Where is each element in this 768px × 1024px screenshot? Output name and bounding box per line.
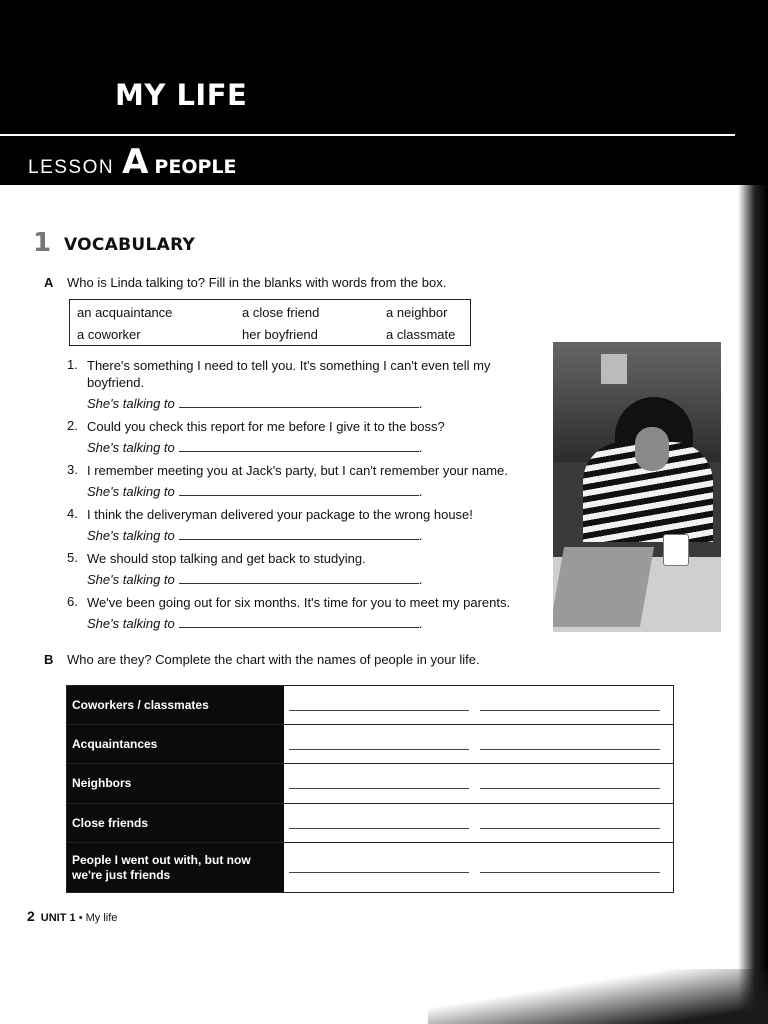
chart-blank[interactable] — [480, 788, 660, 789]
photo-laptop — [553, 547, 654, 627]
answer-period: . — [418, 528, 423, 543]
word-box-item: an acquaintance — [77, 305, 173, 320]
answer-prefix: She's talking to — [87, 396, 175, 411]
question-number: 3. — [67, 462, 78, 477]
chart-row-label: Coworkers / classmates — [67, 686, 284, 724]
chart-row — [67, 725, 673, 764]
section-number: 1 — [33, 228, 52, 258]
scan-edge-shadow — [738, 185, 768, 1024]
chart-blank[interactable] — [289, 872, 469, 873]
chart-row — [67, 764, 673, 804]
chart-row — [67, 843, 673, 892]
photo-window — [601, 354, 627, 384]
answer-blank[interactable] — [179, 440, 419, 452]
word-box-item: a neighbor — [386, 305, 448, 320]
chart-row-label: Neighbors — [67, 764, 284, 803]
lesson-name: PEOPLE — [154, 156, 237, 178]
chart-blank[interactable] — [289, 828, 469, 829]
lesson-heading — [28, 142, 237, 182]
question-text: I think the deliveryman delivered your package to the wrong house! — [87, 507, 473, 522]
answer-blank[interactable] — [179, 616, 419, 628]
answer-prefix: She's talking to — [87, 572, 175, 587]
answer-blank[interactable] — [179, 396, 419, 408]
question-text: There's something I need to tell you. It's something I can't even tell my boyfriend. — [87, 358, 491, 390]
chart-blank[interactable] — [480, 710, 660, 711]
word-box-item: a classmate — [386, 327, 456, 342]
question-number: 4. — [67, 506, 78, 521]
answer-line — [87, 572, 422, 587]
answer-line — [87, 396, 422, 411]
part-a-instruction: Who is Linda talking to? Fill in the blanks with words from the box. — [67, 275, 447, 290]
question-text: Could you check this report for me before I give it to the boss? — [87, 419, 445, 434]
woman-on-phone-photo — [553, 342, 721, 632]
question-text: We've been going out for six months. It's time for you to meet my parents. — [87, 595, 511, 610]
photo-mug — [663, 534, 689, 566]
chart-blank[interactable] — [289, 710, 469, 711]
page-number: 2 — [27, 908, 35, 924]
people-chart — [66, 685, 674, 893]
answer-line — [87, 440, 422, 455]
answer-prefix: She's talking to — [87, 528, 175, 543]
photo-face — [635, 427, 669, 471]
answer-blank[interactable] — [179, 484, 419, 496]
question-number: 6. — [67, 594, 78, 609]
answer-period: . — [418, 440, 423, 455]
chart-row — [67, 686, 673, 725]
answer-period: . — [418, 572, 423, 587]
question-number: 5. — [67, 550, 78, 565]
section-title: VOCABULARY — [64, 235, 196, 255]
chart-row-label: People I went out with, but now we're just friends — [67, 843, 284, 892]
chart-blank[interactable] — [480, 872, 660, 873]
lesson-letter: A — [122, 142, 149, 182]
chart-blank[interactable] — [289, 749, 469, 750]
answer-prefix: She's talking to — [87, 616, 175, 631]
answer-line — [87, 484, 422, 499]
page-footer — [27, 908, 117, 924]
part-a-letter: A — [44, 275, 54, 290]
answer-period: . — [418, 484, 423, 499]
lesson-word: LESSON — [28, 157, 115, 178]
answer-blank[interactable] — [179, 528, 419, 540]
word-box-item: a coworker — [77, 327, 141, 342]
chart-blank[interactable] — [480, 828, 660, 829]
unit-title: MY LIFE — [115, 78, 248, 112]
word-box-item: her boyfriend — [242, 327, 318, 342]
part-b-instruction: Who are they? Complete the chart with the names of people in your life. — [67, 652, 480, 667]
chart-blank[interactable] — [289, 788, 469, 789]
answer-line — [87, 616, 422, 631]
chart-row — [67, 804, 673, 843]
question-text: We should stop talking and get back to studying. — [87, 551, 366, 566]
question-number: 1. — [67, 357, 78, 372]
word-box — [69, 299, 471, 346]
question-number: 2. — [67, 418, 78, 433]
answer-line — [87, 528, 422, 543]
answer-prefix: She's talking to — [87, 484, 175, 499]
chart-row-label: Close friends — [67, 804, 284, 842]
answer-period: . — [418, 616, 423, 631]
answer-period: . — [418, 396, 423, 411]
word-box-item: a close friend — [242, 305, 320, 320]
header-divider — [0, 134, 735, 136]
part-b-letter: B — [44, 652, 54, 667]
chart-row-label: Acquaintances — [67, 725, 284, 763]
answer-blank[interactable] — [179, 572, 419, 584]
footer-unit: UNIT 1 — [40, 912, 76, 924]
footer-title: My life — [85, 912, 118, 924]
scan-corner-shadow — [428, 969, 768, 1024]
question-text: I remember meeting you at Jack's party, but I can't remember your name. — [87, 463, 508, 478]
answer-prefix: She's talking to — [87, 440, 175, 455]
chart-blank[interactable] — [480, 749, 660, 750]
footer-separator: • — [78, 912, 83, 924]
